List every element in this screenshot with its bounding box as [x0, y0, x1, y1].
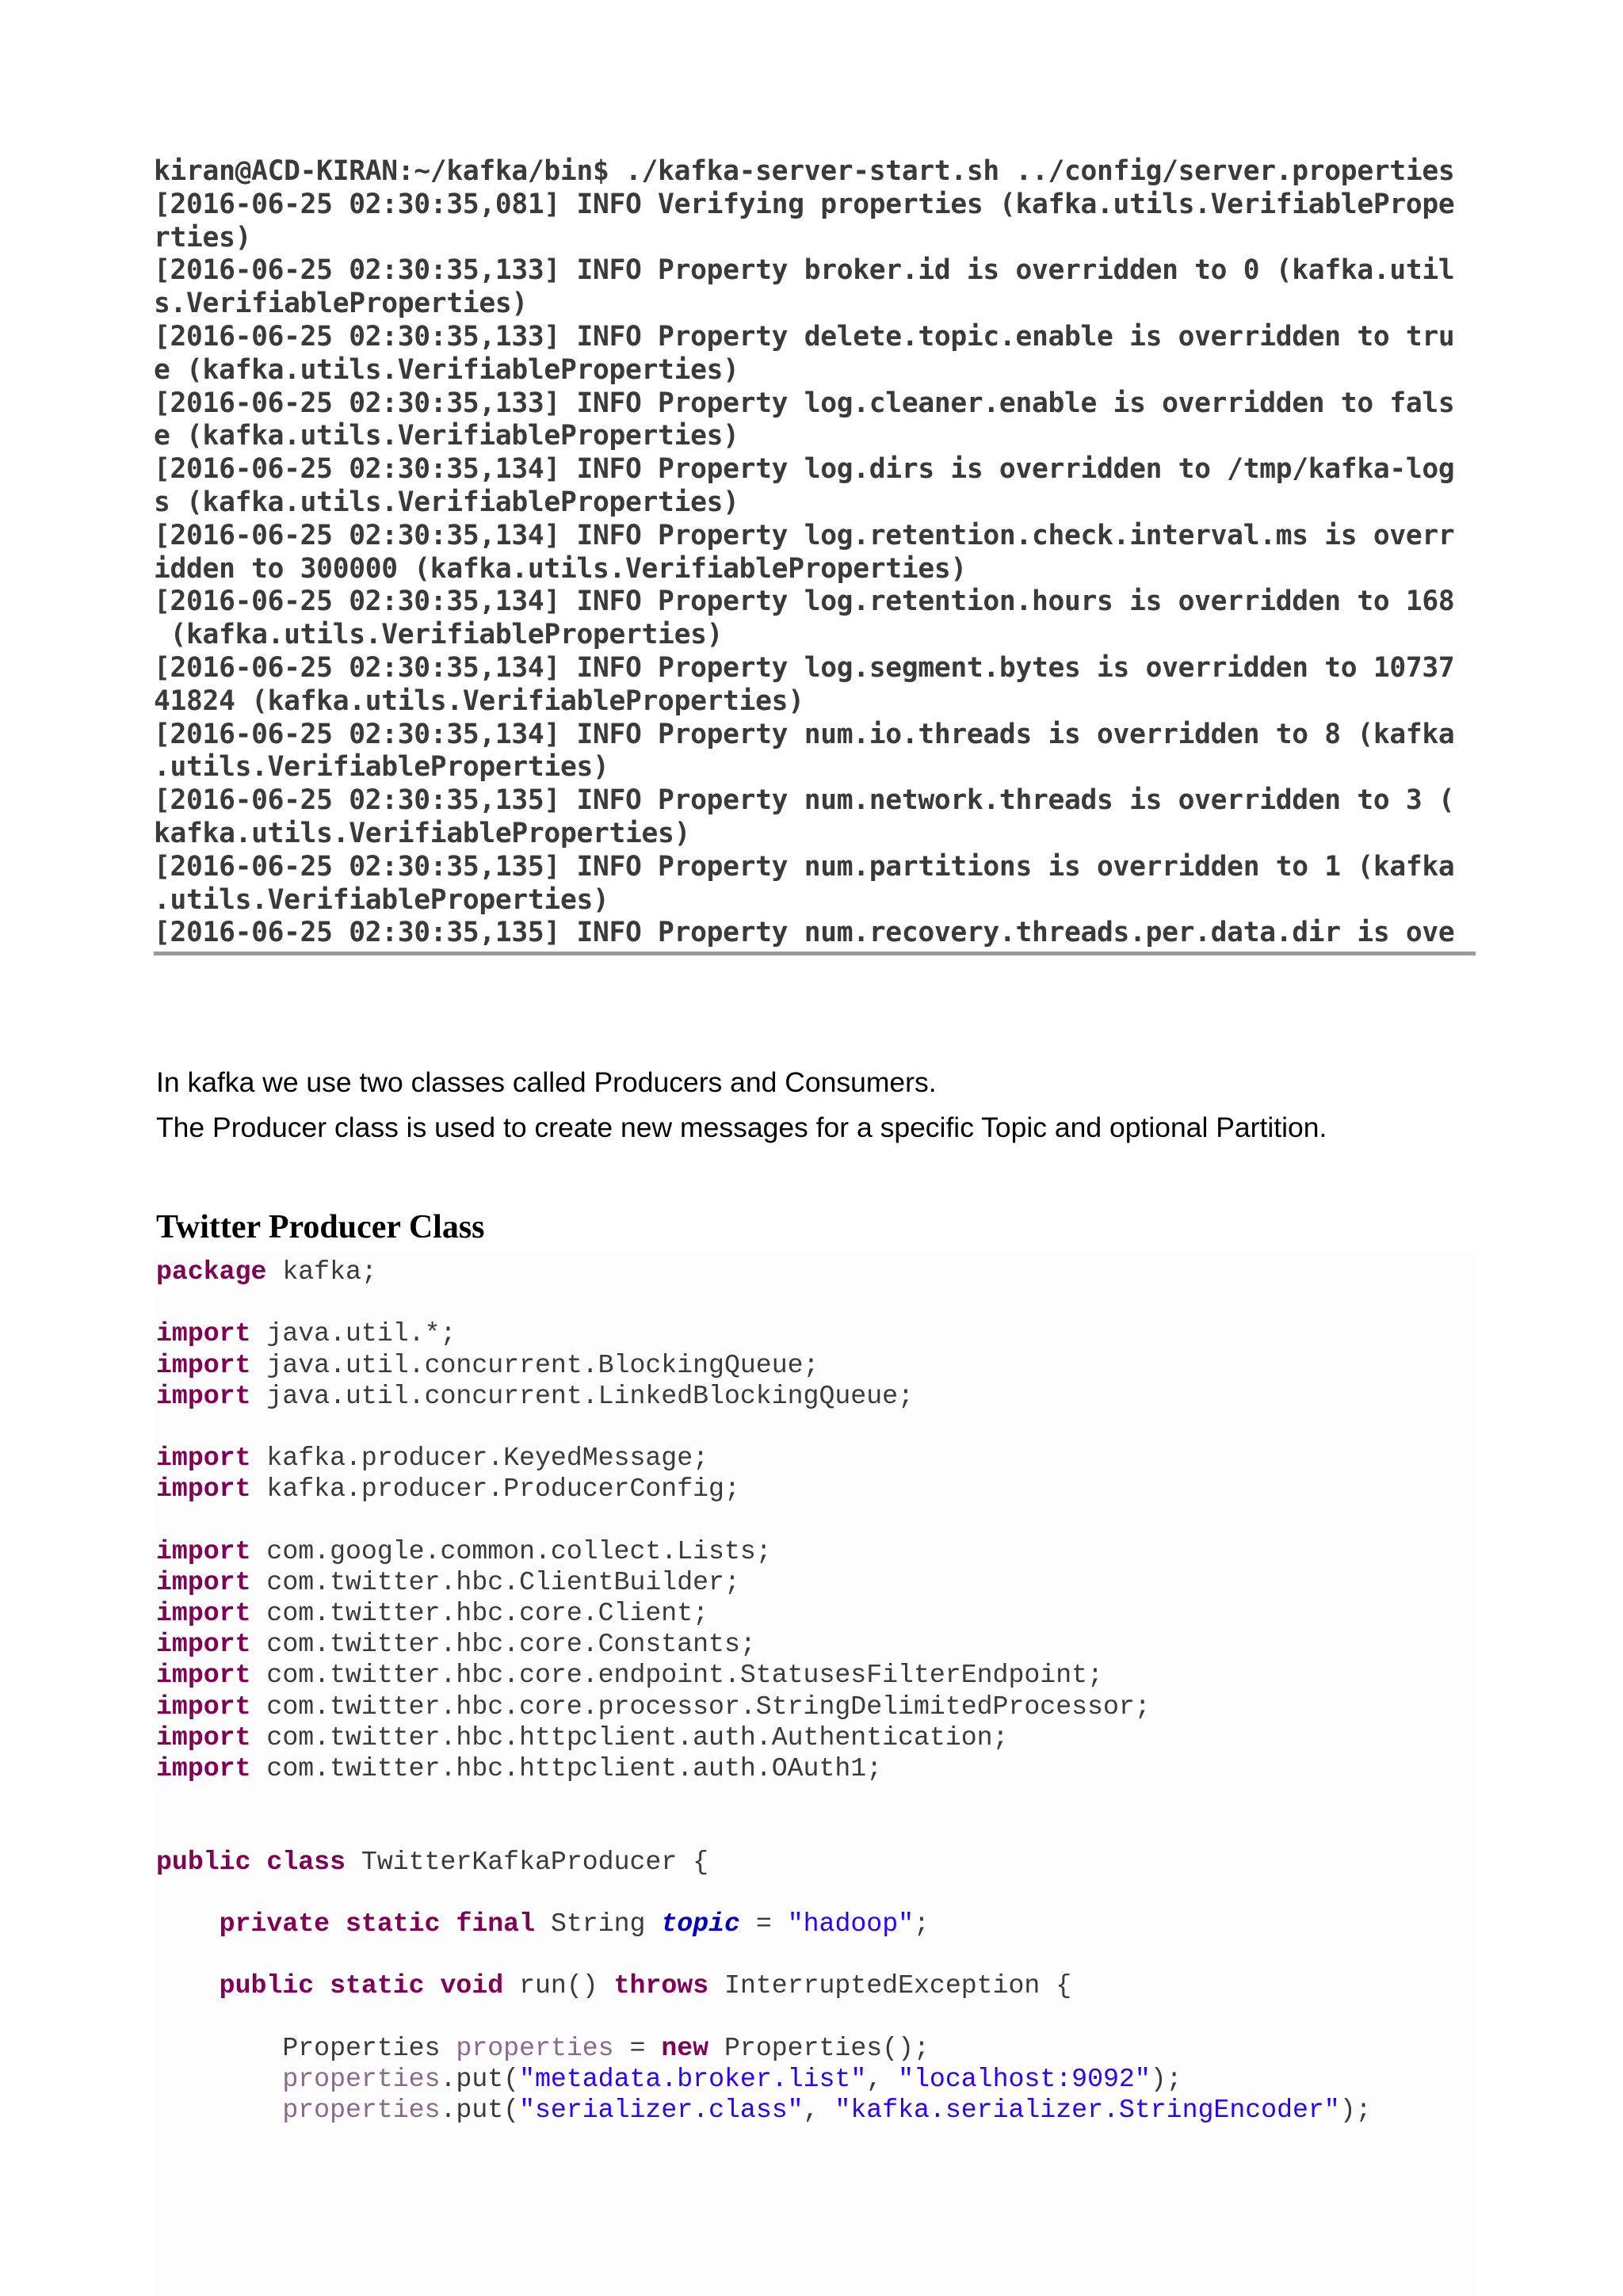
code-token: import — [156, 1629, 251, 1660]
code-token: Properties(); — [708, 2032, 930, 2063]
code-line — [156, 2064, 1372, 2095]
code-token: com.google.common.collect.Lists; — [250, 1535, 772, 1566]
code-line — [156, 2095, 1372, 2126]
terminal-line: [2016-06-25 02:30:35,081] INFO Verifying properties (kafka.utils.VerifiablePrope — [154, 188, 1455, 220]
code-token: final — [456, 1908, 536, 1939]
terminal-screenshot — [154, 155, 1476, 955]
code-token: .put( — [440, 2063, 520, 2094]
code-token: import — [156, 1660, 251, 1691]
code-token: = — [739, 1908, 788, 1939]
code-token: import — [156, 1443, 251, 1474]
code-line — [156, 1691, 1372, 1722]
code-token: "hadoop" — [787, 1908, 915, 1939]
code-line — [156, 1536, 1372, 1567]
code-token: com.twitter.hbc.httpclient.auth.Authentication; — [250, 1722, 1009, 1753]
terminal-line: s (kafka.utils.VerifiableProperties) — [154, 486, 739, 518]
code-token: import — [156, 1753, 251, 1783]
code-token: "localhost:9092" — [898, 2063, 1151, 2094]
terminal-line: rties) — [154, 221, 252, 254]
code-token: public — [219, 1970, 315, 2001]
code-line — [156, 1753, 1372, 1784]
code-token — [251, 1847, 267, 1877]
intro-line-1: In kafka we use two classes called Producers and Consumers. — [156, 1066, 937, 1098]
code-token: properties — [282, 2063, 441, 2094]
terminal-line: [2016-06-25 02:30:35,135] INFO Property num.recovery.threads.per.data.dir is ove — [154, 917, 1455, 949]
code-token: com.twitter.hbc.httpclient.auth.OAuth1; — [250, 1753, 883, 1783]
code-token: java.util.concurrent.LinkedBlockingQueue; — [250, 1380, 914, 1411]
code-block — [156, 1257, 1372, 2126]
terminal-line: e (kafka.utils.VerifiableProperties) — [154, 353, 739, 386]
code-token: import — [156, 1566, 251, 1597]
code-token — [156, 2095, 282, 2125]
code-token: ; — [914, 1908, 930, 1939]
terminal-line: [2016-06-25 02:30:35,134] INFO Property log.retention.hours is overridden to 168 — [154, 585, 1455, 618]
terminal-line: [2016-06-25 02:30:35,133] INFO Property log.cleaner.enable is overridden to fals — [154, 387, 1455, 419]
code-token: kafka; — [266, 1257, 377, 1287]
code-token: run() — [503, 1970, 614, 2001]
code-token — [330, 1909, 346, 1939]
code-line — [156, 1412, 1372, 1443]
code-line — [156, 1505, 1372, 1536]
code-line — [156, 1318, 1372, 1349]
code-token: com.twitter.hbc.core.Constants; — [250, 1629, 756, 1660]
code-line — [156, 1847, 1372, 1878]
code-token: properties — [282, 2095, 441, 2126]
code-token: throws — [613, 1970, 709, 2001]
code-token: package — [156, 1257, 267, 1287]
code-token: .put( — [440, 2095, 520, 2126]
code-line — [156, 1443, 1372, 1474]
code-token: public — [156, 1846, 251, 1877]
code-line — [156, 1660, 1372, 1691]
code-token — [156, 1970, 220, 2000]
code-token: ); — [1150, 2063, 1182, 2094]
code-line — [156, 1939, 1372, 1970]
code-token: import — [156, 1598, 251, 1629]
code-line — [156, 1287, 1372, 1318]
terminal-line: (kafka.utils.VerifiableProperties) — [154, 619, 724, 651]
code-token: "kafka.serializer.StringEncoder" — [834, 2095, 1340, 2126]
code-token: com.twitter.hbc.core.endpoint.StatusesFilterEndpoint; — [250, 1660, 1103, 1691]
code-line — [156, 1598, 1372, 1629]
code-token — [156, 2064, 282, 2094]
code-token: com.twitter.hbc.ClientBuilder; — [250, 1566, 740, 1597]
code-token: static — [346, 1908, 441, 1939]
code-token: import — [156, 1380, 251, 1411]
code-line — [156, 1381, 1372, 1412]
code-token — [441, 1909, 456, 1939]
terminal-line: [2016-06-25 02:30:35,134] INFO Property log.dirs is overridden to /tmp/kafka-log — [154, 453, 1455, 486]
code-line — [156, 1784, 1372, 1815]
code-line — [156, 2033, 1372, 2064]
code-token: InterruptedException { — [708, 1970, 1072, 2001]
terminal-line: idden to 300000 (kafka.utils.VerifiableProperties) — [154, 552, 967, 585]
code-line — [156, 1815, 1372, 1846]
section-heading: Twitter Producer Class — [156, 1209, 485, 1245]
terminal-line: e (kafka.utils.VerifiableProperties) — [154, 420, 739, 452]
code-token: void — [440, 1970, 504, 2001]
terminal-line: 41824 (kafka.utils.VerifiableProperties) — [154, 685, 804, 717]
code-line — [156, 1629, 1372, 1660]
code-line — [156, 1970, 1372, 2001]
code-token: import — [156, 1722, 251, 1753]
code-line — [156, 1474, 1372, 1505]
terminal-line: [2016-06-25 02:30:35,133] INFO Property broker.id is overridden to 0 (kafka.util — [154, 254, 1455, 287]
code-line — [156, 2002, 1372, 2033]
terminal-line: .utils.VerifiableProperties) — [154, 751, 609, 784]
code-token: properties — [456, 2032, 614, 2063]
code-token: new — [661, 2032, 709, 2063]
code-token: "metadata.broker.list" — [519, 2063, 867, 2094]
terminal-line: [2016-06-25 02:30:35,134] INFO Property log.retention.check.interval.ms is overr — [154, 519, 1455, 551]
code-token — [314, 1970, 330, 2000]
code-token — [156, 1909, 220, 1939]
code-token: "serializer.class" — [519, 2095, 804, 2126]
code-token: private — [219, 1908, 330, 1939]
terminal-line: [2016-06-25 02:30:35,135] INFO Property num.partitions is overridden to 1 (kafka — [154, 850, 1455, 883]
code-token: , — [803, 2095, 835, 2126]
code-token: import — [156, 1474, 251, 1505]
terminal-line: [2016-06-25 02:30:35,134] INFO Property num.io.threads is overridden to 8 (kafka — [154, 718, 1455, 750]
code-token: import — [156, 1691, 251, 1722]
code-token: com.twitter.hbc.core.Client; — [250, 1598, 709, 1629]
terminal-line: s.VerifiableProperties) — [154, 288, 528, 320]
code-token — [425, 1970, 441, 2000]
terminal-line: .utils.VerifiableProperties) — [154, 883, 609, 916]
code-token: , — [866, 2063, 899, 2094]
code-token: TwitterKafkaProducer { — [346, 1846, 709, 1877]
code-token: String — [535, 1908, 662, 1939]
code-line — [156, 1878, 1372, 1909]
code-token: kafka.producer.ProducerConfig; — [250, 1474, 740, 1505]
code-token: java.util.concurrent.BlockingQueue; — [250, 1349, 819, 1380]
terminal-line: [2016-06-25 02:30:35,134] INFO Property log.segment.bytes is overridden to 10737 — [154, 651, 1455, 684]
code-line — [156, 1257, 1372, 1287]
code-line — [156, 1350, 1372, 1381]
code-token: topic — [661, 1908, 740, 1939]
code-token: = — [613, 2032, 662, 2063]
code-token: com.twitter.hbc.core.processor.StringDelimitedProcessor; — [250, 1691, 1151, 1722]
code-token: java.util.*; — [250, 1318, 456, 1349]
code-line — [156, 1567, 1372, 1598]
code-token: import — [156, 1535, 251, 1566]
terminal-line: [2016-06-25 02:30:35,135] INFO Property num.network.threads is overridden to 3 ( — [154, 784, 1455, 817]
code-token: kafka.producer.KeyedMessage; — [250, 1443, 709, 1474]
code-token: ); — [1339, 2095, 1372, 2126]
intro-line-2: The Producer class is used to create new messages for a specific Topic and optional Partition. — [156, 1112, 1327, 1143]
code-token: static — [330, 1970, 425, 2001]
terminal-line: kafka.utils.VerifiableProperties) — [154, 817, 691, 849]
code-line — [156, 1722, 1372, 1753]
code-token: Properties — [156, 2032, 456, 2063]
code-token: import — [156, 1318, 251, 1349]
code-token: import — [156, 1349, 251, 1380]
code-token: class — [266, 1846, 346, 1877]
terminal-line: kiran@ACD-KIRAN:~/kafka/bin$ ./kafka-server-start.sh ../config/server.properties — [154, 155, 1455, 187]
terminal-line: [2016-06-25 02:30:35,133] INFO Property delete.topic.enable is overridden to tru — [154, 320, 1455, 353]
code-line — [156, 1909, 1372, 1939]
